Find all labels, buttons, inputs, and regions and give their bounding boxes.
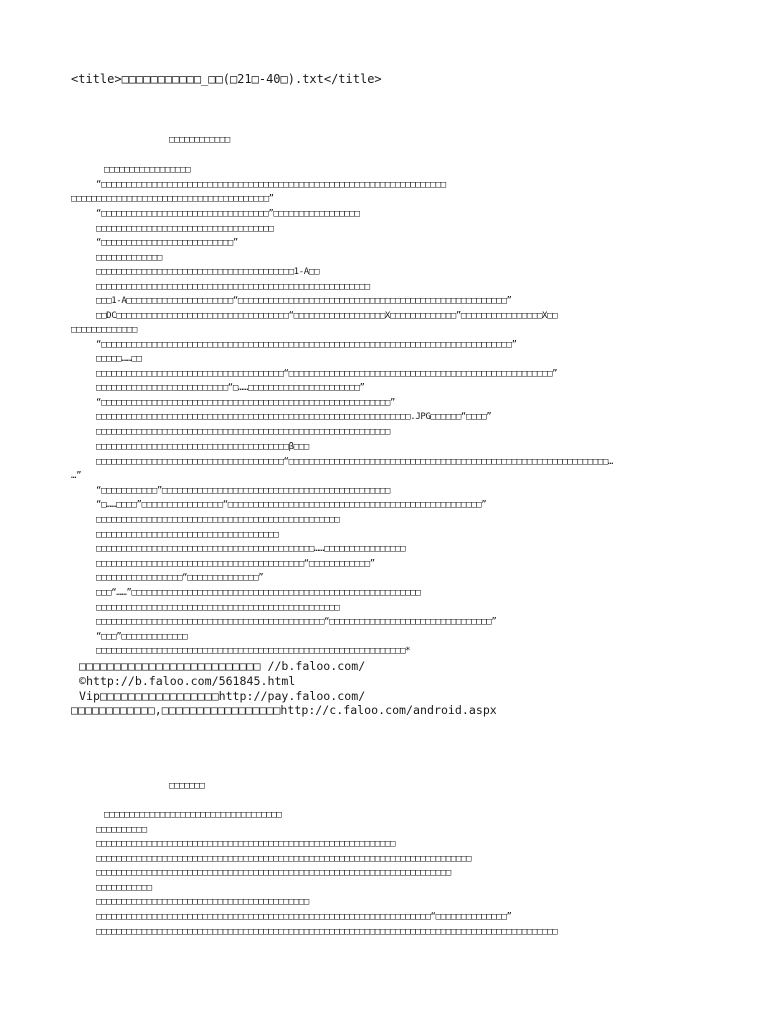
paragraph: …” xyxy=(71,471,82,481)
paragraph: “□□□□□□□□□□□”□□□□□□□□□□□□□□□□□□□□□□□□□□□□□□□□□□□□□□□□□□□□□ xyxy=(96,486,390,496)
paragraph: □□□□□□□□□□□□□□□□□□□□□□□□□□□□□□□□□□□□□□□□□□□□□□□□□□□□□□□□□□□□□□□□□□□□□□ xyxy=(96,868,451,878)
paragraph: □□□□□□□□□□□ xyxy=(96,883,152,893)
paragraph: “□□□”□□□□□□□□□□□□□ xyxy=(96,632,188,642)
paragraph: “□□□□□□□□□□□□□□□□□□□□□□□□□□” xyxy=(96,238,238,248)
paragraph: □□□□□□□□□□□□□□□□□□□□□□□□□□□□□□□□□□□□□□□□□□□……□□□□□□□□□□□□□□□□ xyxy=(96,544,406,554)
paragraph: □□□□□□□□□□□□□□□□□□□□□□□□□□□□□□□□□□□□□□□□□□ xyxy=(96,897,309,907)
paragraph: □□□□□□□□□□□□□□□□□□□□□□□□□□□□□□□□□□□□□□□□□□□□□“□□□□□□□□□□□□□□□□□□□□□□□□□□□□□□□□” xyxy=(96,617,497,627)
section-heading: □□□□□□□□□□□□ xyxy=(169,135,230,145)
paragraph: □□□□□□□□□□□□□□□□□□□□□□□□□□□□□□□□□□□□□□□□□□□□□□□□□□□□□□ xyxy=(96,282,370,292)
paragraph: □□□□□□□□□□□□□□□□□□□□□□□□□□“□……□□□□□□□□□□□□□□□□□□□□□□” xyxy=(96,383,365,393)
footer-link-line: Vip□□□□□□□□□□□□□□□□□http://pay.faloo.com/ xyxy=(79,689,366,703)
paragraph: □□□□□□□□□□□□□□□□□“□□□□□□□□□□□□□□” xyxy=(96,573,264,583)
paragraph: □□□□□□□□□□□□□□□□□□□□□□□□□□□□□□□□□□□□□□□□□□□□□□□□□□□□□□□□□□□□□□□□□□□□□□□□□□□□□□□□□□□□□□□□□□□ xyxy=(96,927,558,937)
paragraph: □□□□□□□□□□□□□□□□□□□□□□□□□□□□□□□□□□□□□□□□□□□□□□□□ xyxy=(96,515,340,525)
paragraph: □□□□□□□□□□□□□□□□□□□□□□□□□□□□□□□□□□□□□□□□□□□□□□□□□□□□□□□□□□□□□□.JPG□□□□□□“□□□□” xyxy=(96,412,492,422)
paragraph: □□DC□□□□□□□□□□□□□□□□□□□□□□□□□□□□□□□□□□“□□□□□□□□□□□□□□□□□□X□□□□□□□□□□□□□”□□□□□□□□□□□□□□□□X□□ xyxy=(96,311,558,321)
paragraph: □□□□□□□□□□□□□□□□□□□□□□□□□□□□□□□□□□□□□“□□□□□□□□□□□□□□□□□□□□□□□□□□□□□□□□□□□□□□□□□□□□□□□□□□□□” xyxy=(96,369,558,379)
paragraph: □□□□□□□□□□□□□□□□□□□□□□□□□□□□□□□□□□□□□□□□□□□□□□□□□□□□□□□□□□□□□* xyxy=(96,646,411,656)
footer-line: □□□□□□□□□□□□□□□□□□□□□□□□□□ //b.faloo.com/ xyxy=(79,659,366,673)
footer-link-line: □□□□□□□□□□□□,□□□□□□□□□□□□□□□□□http://c.faloo.com/android.aspx xyxy=(71,703,497,717)
paragraph: □□□□□□□□□□□□□□□□□□□□□□□□□□□□□□□□□□□□□□□□□□□□□□□□ xyxy=(96,603,340,613)
document-header: <title>□□□□□□□□□□□_□□(□21□-40□).txt</title> xyxy=(71,72,382,86)
paragraph: □□□□□□□□□□□□□□□□□□□□□□□□□□□□□□□□□□□□□“□□□□□□□□□□□□□□□□□□□□□□□□□□□□□□□□□□□□□□□□□□□□□□□□□□□□□□□□□□□□□□□… xyxy=(96,457,613,467)
paragraph: □□□□□□□□□□□□□□□□□□□□□□□□□□□□□□□□□□□□□□□□□□□□□□□□□□□□□□□□□□□□□□□□□□□□□□□□□□ xyxy=(96,854,472,864)
paragraph: □□□□□□□□□□□□□ xyxy=(96,253,162,263)
paragraph: □□□□□□□□□□□□□□□□□□□□□□□□□□□□□□□□□□□□□□□□□“□□□□□□□□□□□□” xyxy=(96,559,375,569)
paragraph: □□□“……”□□□□□□□□□□□□□□□□□□□□□□□□□□□□□□□□□□□□□□□□□□□□□□□□□□□□□□□□□ xyxy=(96,588,421,598)
paragraph: □□□□□□□□□□□□□□□□□□□□□□□□□□□□□□□□□□□□□□□□□□□□□□□□□□□□□□□□□□□□□□□□□□“□□□□□□□□□□□□□□” xyxy=(96,912,512,922)
paragraph: □□□□□□□□□□□□□ xyxy=(71,325,137,335)
paragraph: □□□□□……□□ xyxy=(96,354,142,364)
paragraph: □□□□□□□□□□□□□□□□□ xyxy=(104,165,191,175)
paragraph: □□□□□□□□□□□□□□□□□□□□□□□□□□□□□□□□□□□□□□□□□□□□□□□□□□□□□□□□□□ xyxy=(96,427,390,437)
section-heading: □□□□□□□ xyxy=(169,781,205,791)
paragraph: “□……□□□□”□□□□□□□□□□□□□□□□“□□□□□□□□□□□□□□□□□□□□□□□□□□□□□□□□□□□□□□□□□□□□□□□□□□” xyxy=(96,500,487,510)
paragraph: “□□□□□□□□□□□□□□□□□□□□□□□□□□□□□□□□□□□□□□□□□□□□□□□□□□□□□□□□□□□□□□□□□□□□ xyxy=(96,180,446,190)
paragraph: □□□□□□□□□□□□□□□□□□□□□□□□□□□□□□□□□□□ xyxy=(96,224,274,234)
paragraph: □□□□□□□□□□□□□□□□□□□□□□□□□□□□□□□□□□□□□□□1-A□□ xyxy=(96,267,320,277)
paragraph: □□□□□□□□□□□□□□□□□□□□□□□□□□□□□□□□□□□ xyxy=(104,810,282,820)
paragraph: □□□1-A□□□□□□□□□□□□□□□□□□□□□“□□□□□□□□□□□□□□□□□□□□□□□□□□□□□□□□□□□□□□□□□□□□□□□□□□□□□” xyxy=(96,296,512,306)
paragraph: □□□□□□□□□□ xyxy=(96,825,147,835)
paragraph: “□□□□□□□□□□□□□□□□□□□□□□□□□□□□□□□□□□□□□□□□□□□□□□□□□□□□□□□□□□□□□□□□□□□□□□□□□□□□□□□□□” xyxy=(96,340,517,350)
paragraph: “□□□□□□□□□□□□□□□□□□□□□□□□□□□□□□□□□□□□□□□□□□□□□□□□□□□□□□□□□” xyxy=(96,398,396,408)
paragraph: □□□□□□□□□□□□□□□□□□□□□□□□□□□□□□□□□□□□□□β□□□ xyxy=(96,442,309,452)
paragraph: □□□□□□□□□□□□□□□□□□□□□□□□□□□□□□□□□□□□□□□” xyxy=(71,194,274,204)
footer-link-line: ©http://b.faloo.com/561845.html xyxy=(79,674,296,688)
paragraph: □□□□□□□□□□□□□□□□□□□□□□□□□□□□□□□□□□□□□□□□□□□□□□□□□□□□□□□□□□□ xyxy=(96,839,396,849)
paragraph: “□□□□□□□□□□□□□□□□□□□□□□□□□□□□□□□□□”□□□□□□□□□□□□□□□□□ xyxy=(96,209,360,219)
paragraph: □□□□□□□□□□□□□□□□□□□□□□□□□□□□□□□□□□□□ xyxy=(96,530,279,540)
